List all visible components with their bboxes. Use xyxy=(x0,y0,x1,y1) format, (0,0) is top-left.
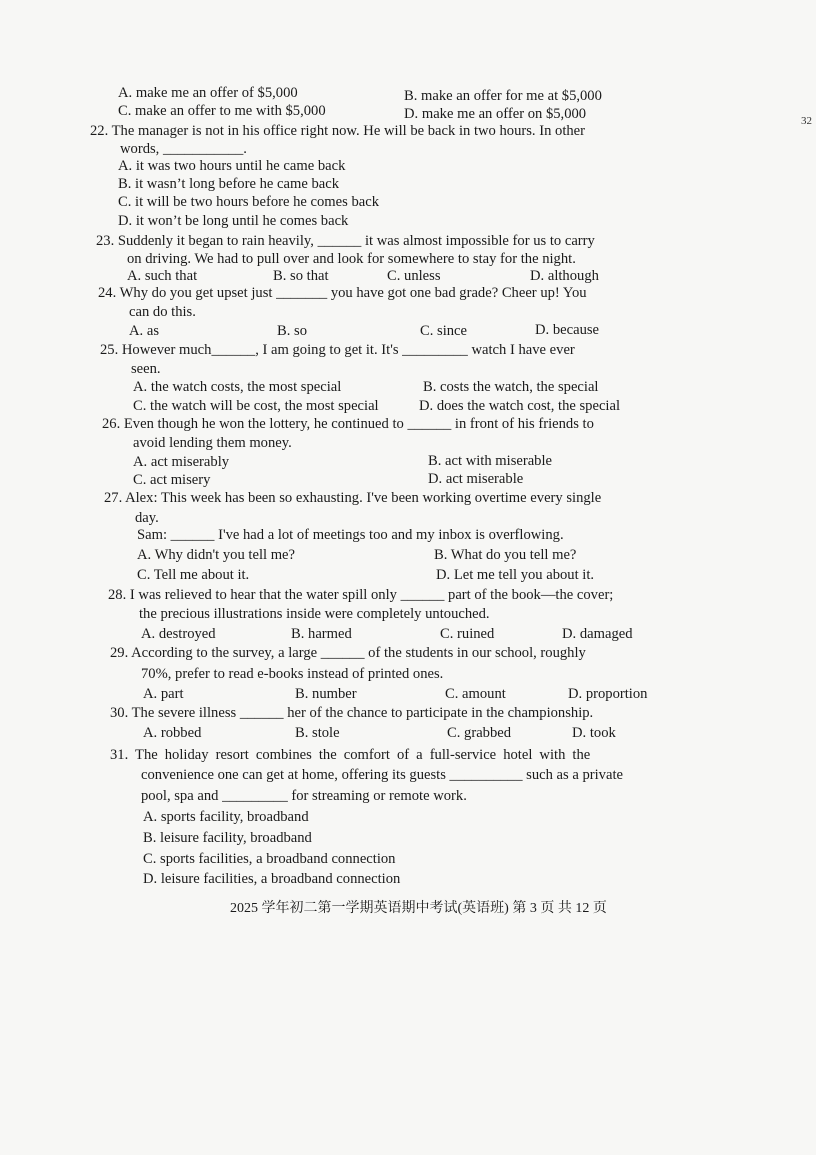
q21-option-b: B. make an offer for me at $5,000 xyxy=(404,88,602,104)
q28-stem-line-2: the precious illustrations inside were completely untouched. xyxy=(139,606,490,622)
q22-option-d: D. it won’t be long until he comes back xyxy=(118,213,349,229)
q26-option-b: B. act with miserable xyxy=(428,453,553,469)
q24-option-d: D. because xyxy=(535,322,600,338)
q23-stem-line-2: on driving. We had to pull over and look for somewhere to stay for the night. xyxy=(127,251,576,267)
q26-option-d: D. act miserable xyxy=(428,471,524,487)
q31-stem-line-1: 31. The holiday resort combines the comfort of a full-service hotel with the xyxy=(110,747,591,763)
q29-option-b: B. number xyxy=(295,686,357,702)
q25-option-c: C. the watch will be cost, the most special xyxy=(133,398,379,414)
q27-option-d: D. Let me tell you about it. xyxy=(436,567,595,583)
q24-option-a: A. as xyxy=(129,323,159,339)
q23-option-b: B. so that xyxy=(273,268,329,284)
q22-stem-line-1: 22. The manager is not in his office right now. He will be back in two hours. In other xyxy=(90,123,586,139)
q30-stem-line-1: 30. The severe illness ______ her of the chance to participate in the championship. xyxy=(110,705,594,721)
q29-stem-line-2: 70%, prefer to read e-books instead of printed ones. xyxy=(141,666,444,682)
q26-option-a: A. act miserably xyxy=(133,454,230,470)
q30-option-a: A. robbed xyxy=(143,725,202,741)
q23-stem-line-1: 23. Suddenly it began to rain heavily, ______ it was almost impossible for us to carry xyxy=(96,233,595,249)
q27-stem-line-1: 27. Alex: This week has been so exhausting. I've been working overtime every single xyxy=(104,490,602,506)
q25-stem-line-1: 25. However much______, I am going to get it. It's _________ watch I have ever xyxy=(100,342,575,358)
q23-option-d: D. although xyxy=(530,268,599,284)
q25-option-d: D. does the watch cost, the special xyxy=(419,398,621,414)
margin-mark: 32 xyxy=(801,115,812,127)
q29-option-d: D. proportion xyxy=(568,686,648,702)
q24-option-b: B. so xyxy=(277,323,308,339)
q23-option-c: C. unless xyxy=(387,268,441,284)
q24-stem-line-2: can do this. xyxy=(129,304,196,320)
q25-stem-line-2: seen. xyxy=(131,361,161,377)
q22-stem-line-2: words, ___________. xyxy=(120,141,247,157)
q21-option-a: A. make me an offer of $5,000 xyxy=(118,85,298,101)
q28-option-b: B. harmed xyxy=(291,626,352,642)
q31-stem-line-2: convenience one can get at home, offering its guests __________ such as a private xyxy=(141,767,623,783)
q29-option-a: A. part xyxy=(143,686,184,702)
q30-option-b: B. stole xyxy=(295,725,340,741)
q31-stem-line-3: pool, spa and _________ for streaming or remote work. xyxy=(141,788,467,804)
q23-option-a: A. such that xyxy=(127,268,198,284)
q30-option-c: C. grabbed xyxy=(447,725,512,741)
q31-option-d: D. leisure facilities, a broadband connection xyxy=(143,871,401,887)
q25-option-b: B. costs the watch, the special xyxy=(423,379,599,395)
q27-option-a: A. Why didn't you tell me? xyxy=(137,547,296,563)
q29-stem-line-1: 29. According to the survey, a large ______ of the students in our school, roughly xyxy=(110,645,586,661)
q27-stem-line-2: day. xyxy=(135,510,159,526)
q24-stem-line-1: 24. Why do you get upset just _______ you have got one bad grade? Cheer up! You xyxy=(98,285,587,301)
q27-stem-line-3: Sam: ______ I've had a lot of meetings too and my inbox is overflowing. xyxy=(137,527,564,543)
q26-stem-line-2: avoid lending them money. xyxy=(133,435,292,451)
q22-option-a: A. it was two hours until he came back xyxy=(118,158,346,174)
q31-option-a: A. sports facility, broadband xyxy=(143,809,309,825)
q24-option-c: C. since xyxy=(420,323,468,339)
q28-option-d: D. damaged xyxy=(562,626,633,642)
q31-option-c: C. sports facilities, a broadband connection xyxy=(143,851,396,867)
q22-option-b: B. it wasn’t long before he came back xyxy=(118,176,339,192)
page-footer: 2025 学年初二第一学期英语期中考试(英语班) 第 3 页 共 12 页 xyxy=(230,901,607,916)
q26-stem-line-1: 26. Even though he won the lottery, he continued to ______ in front of his friends to xyxy=(102,416,594,432)
q21-option-d: D. make me an offer on $5,000 xyxy=(404,106,587,122)
q29-option-c: C. amount xyxy=(445,686,506,702)
q21-option-c: C. make an offer to me with $5,000 xyxy=(118,103,326,119)
q28-option-c: C. ruined xyxy=(440,626,495,642)
q28-stem-line-1: 28. I was relieved to hear that the water spill only ______ part of the book—the cover; xyxy=(108,587,614,603)
q27-option-c: C. Tell me about it. xyxy=(137,567,250,583)
q28-option-a: A. destroyed xyxy=(141,626,216,642)
q31-option-b: B. leisure facility, broadband xyxy=(143,830,312,846)
q30-option-d: D. took xyxy=(572,725,616,741)
q27-option-b: B. What do you tell me? xyxy=(434,547,577,563)
q22-option-c: C. it will be two hours before he comes back xyxy=(118,194,379,210)
q25-option-a: A. the watch costs, the most special xyxy=(133,379,342,395)
q26-option-c: C. act misery xyxy=(133,472,211,488)
